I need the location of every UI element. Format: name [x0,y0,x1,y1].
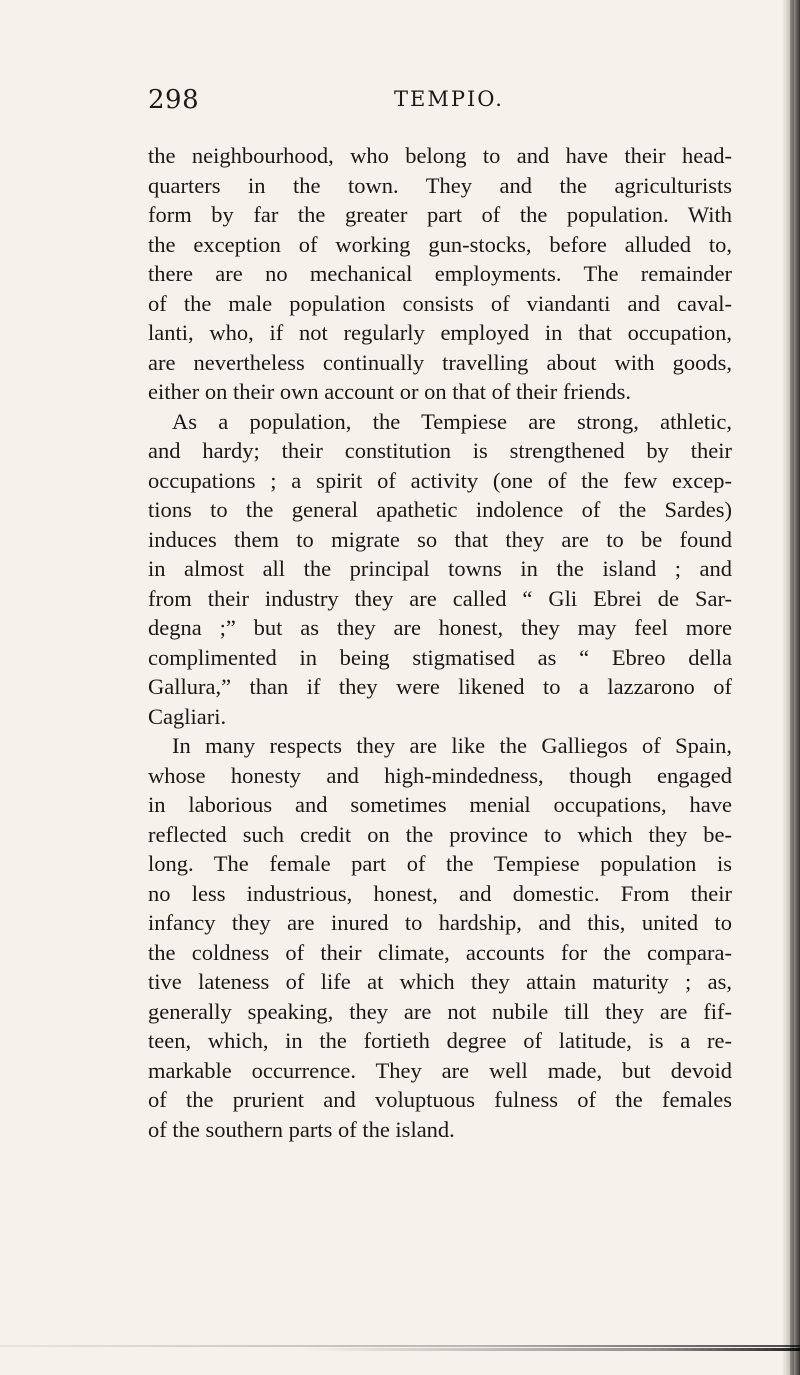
text-line: of the prurient and voluptuous fulness of the females [148,1087,732,1112]
text-line: form by far the greater part of the population. With [148,202,732,227]
text-line: complimented in being stigmatised as “ Ebreo della [148,644,732,670]
text-line: quarters in the town. They and the agriculturists [148,172,732,198]
text-line: generally speaking, they are not nubile till they are fif- [148,998,732,1024]
text-line: from their industry they are called “ Gli Ebrei de Sar- [148,585,732,611]
paragraph-first-line: As a population, the Tempiese are strong, athletic, [172,408,732,434]
text-line: of the male population consists of viandanti and caval- [148,290,732,316]
text-line: in almost all the principal towns in the island ; and [148,556,732,581]
text-line: the exception of working gun-stocks, before alluded to, [148,231,732,257]
text-line: tive lateness of life at which they attain maturity ; as, [148,969,732,994]
text-line: long. The female part of the Tempiese population is [148,851,732,876]
text-line: reflected such credit on the province to which they be- [148,821,732,847]
text-line: markable occurrence. They are well made, but devoid [148,1057,732,1083]
text-line: there are no mechanical employments. The remainder [148,261,732,286]
text-line: the neighbourhood, who belong to and have their head- [148,143,732,168]
text-line: tions to the general apathetic indolence of the Sardes) [148,497,732,522]
running-head: TEMPIO. [394,87,504,111]
text-line: lanti, who, if not regularly employed in that occupation, [148,320,732,345]
text-line: the coldness of their climate, accounts for the compara- [148,939,732,965]
text-line: Cagliari. [148,703,227,729]
text-line: are nevertheless continually travelling about with goods, [148,349,732,375]
text-line: whose honesty and high-mindedness, though engaged [148,762,732,788]
page-header [148,85,730,117]
text-line: either on their own account or on that of their friends. [148,379,631,404]
text-line: teen, which, in the fortieth degree of latitude, is a re- [148,1028,732,1053]
text-line: occupations ; a spirit of activity (one of the few excep- [148,467,732,493]
text-line: Gallura,” than if they were likened to a lazzarono of [148,674,732,699]
body-text [148,141,732,1144]
text-line: in laborious and sometimes menial occupations, have [148,792,732,817]
paragraph-first-line: In many respects they are like the Galliegos of Spain, [172,733,732,758]
page-edge-line [790,0,794,1375]
page-number: 298 [148,85,200,115]
page-bottom-edge [0,1345,800,1347]
text-line: no less industrious, honest, and domestic. From their [148,880,732,906]
text-line: infancy they are inured to hardship, and this, united to [148,910,732,935]
page-bottom-shadow [300,1348,800,1351]
text-line: of the southern parts of the island. [148,1116,455,1142]
text-line: induces them to migrate so that they are to be found [148,526,732,552]
text-line: degna ;” but as they are honest, they may feel more [148,615,732,640]
text-line: and hardy; their constitution is strengthened by their [148,438,732,463]
